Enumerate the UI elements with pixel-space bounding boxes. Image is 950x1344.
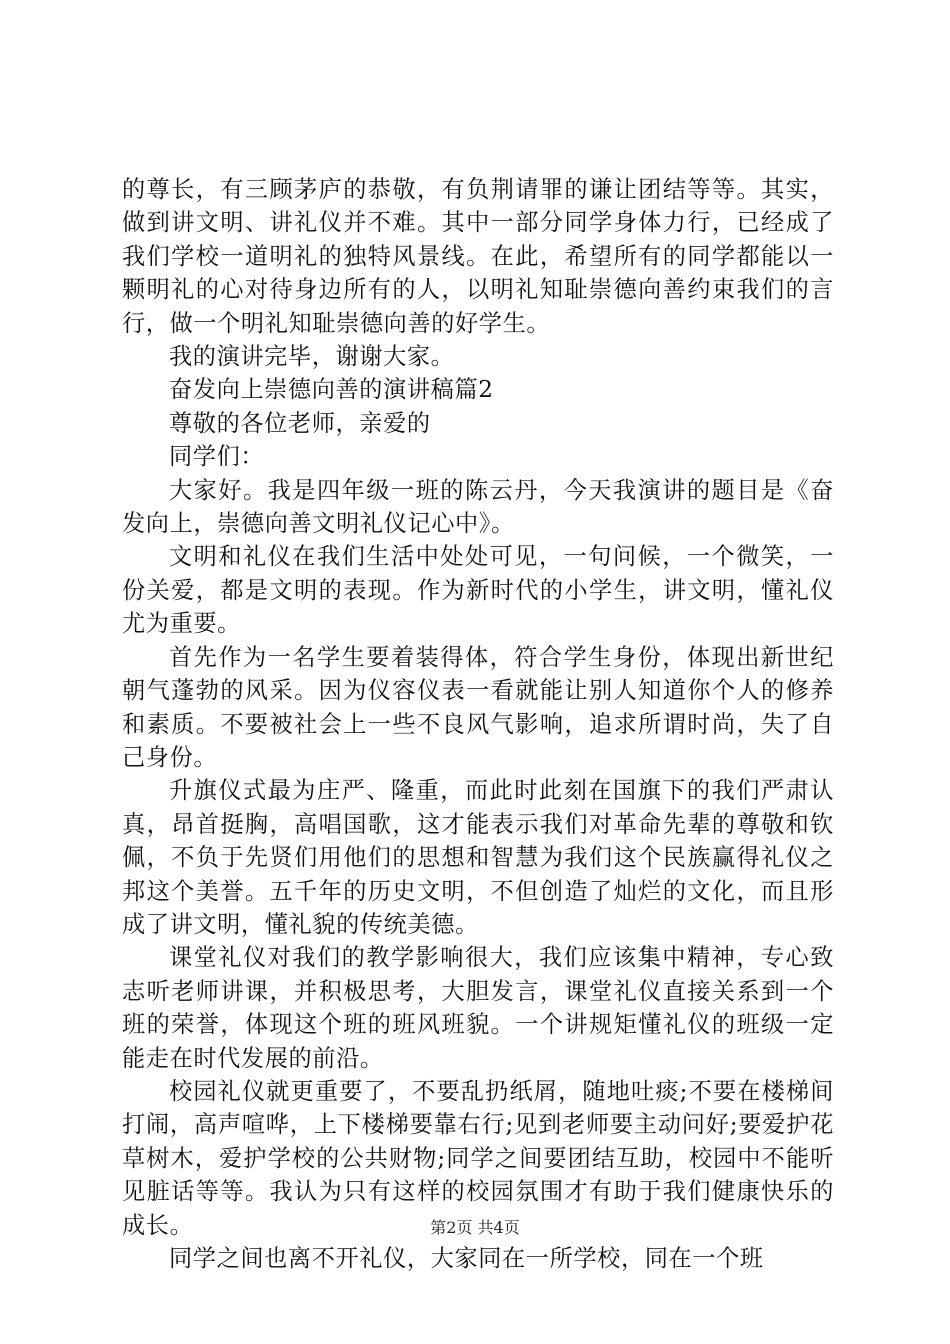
paragraph: 大家好。我是四年级一班的陈云丹，今天我演讲的题目是《奋发向上，崇德向善文明礼仪记心中》。 [122,476,834,538]
page-footer: 第2页 共4页 [430,1218,520,1237]
paragraph: 升旗仪式最为庄严、隆重，而此时此刻在国旗下的我们严肃认真，昂首挺胸，高唱国歌，这才能表示我们对革命先辈的尊敬和钦佩，不负于先贤们用他们的思想和智慧为我们这个民族赢得礼仪之邦这个美誉。五千年的历史文明，不但创造了灿烂的文化，而且形成了讲文明，懂礼貌的传统美德。 [122,777,834,938]
paragraph: 的尊长，有三顾茅庐的恭敬，有负荆请罪的谦让团结等等。其实，做到讲文明、讲礼仪并不难。其中一部分同学身体力行，已经成了我们学校一道明礼的独特风景线。在此，希望所有的同学都能以一颗明礼的心对待身边所有的人，以明礼知耻崇德向善约束我们的言行，做一个明礼知耻崇德向善的好学生。 [122,176,834,337]
paragraph: 文明和礼仪在我们生活中处处可见，一句问候，一个微笑，一份关爱，都是文明的表现。作为新时代的小学生，讲文明，懂礼仪尤为重要。 [122,543,834,638]
paragraph: 校园礼仪就更重要了，不要乱扔纸屑，随地吐痰;不要在楼梯间打闹，高声喧哗，上下楼梯要靠右行;见到老师要主动问好;要爱护花草树木，爱护学校的公共财物;同学之间要团结互助，校园中不能听见脏话等等。我认为只有这样的校园氛围才有助于我们健康快乐的成长。 [122,1077,834,1239]
salutation-line: 同学们： [169,443,265,471]
document-body [122,173,834,1275]
paragraph: 首先作为一名学生要着装得体，符合学生身份，体现出新世纪朝气蓬勃的风采。因为仪容仪表一看就能让别人知道你个人的修养和素质。不要被社会上一些不良风气影响，追求所谓时尚，失了自己身份。 [122,643,834,771]
paragraph: 同学之间也离不开礼仪，大家同在一所学校，同在一个班 [169,1245,764,1272]
paragraph: 我的演讲完毕，谢谢大家。 [169,343,455,371]
section-heading: 奋发向上崇德向善的演讲稿篇2 [169,376,494,404]
paragraph: 课堂礼仪对我们的教学影响很大，我们应该集中精神，专心致志听老师讲课，并积极思考，大胆发言，课堂礼仪直接关系到一个班的荣誉，体现这个班的班风班貌。一个讲规矩懂礼仪的班级一定能走在时代发展的前沿。 [122,944,834,1072]
salutation-line: 尊敬的各位老师，亲爱的 [169,409,431,437]
